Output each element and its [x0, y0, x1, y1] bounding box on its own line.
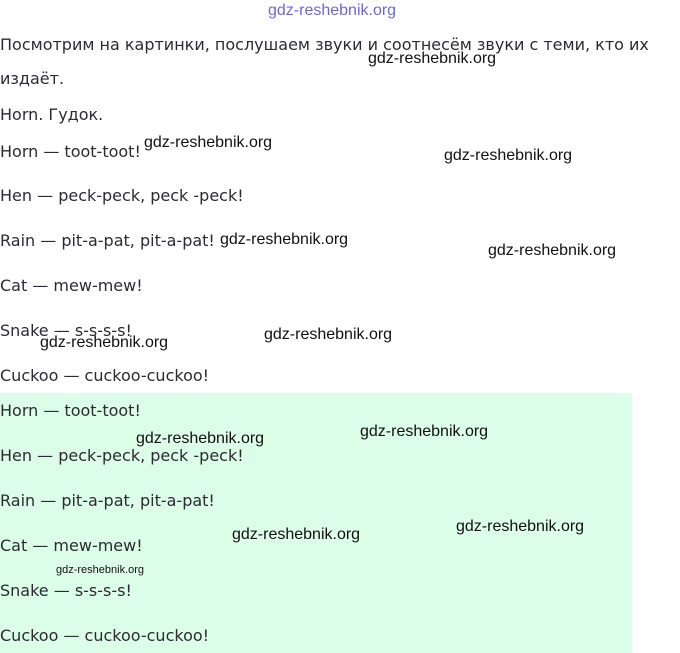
- list2-item: Cuckoo — cuckoo-cuckoo!: [0, 626, 210, 645]
- list2-item: Rain — pit-a-pat, pit-a-pat!: [0, 491, 215, 510]
- list1-item: Hen — peck-peck, peck -peck!: [0, 186, 244, 205]
- watermark: gdz-reshebnik.org: [144, 134, 273, 151]
- list2-item: Snake — s-s-s-s!: [0, 581, 132, 600]
- list2-item: Horn — toot-toot!: [0, 401, 141, 420]
- watermark: gdz-reshebnik.org: [360, 423, 489, 440]
- list1-item: Snake — s-s-s-s!: [0, 321, 132, 340]
- list1-item: Rain — pit-a-pat, pit-a-pat!: [0, 231, 215, 250]
- watermark: gdz-reshebnik.org: [220, 231, 349, 248]
- list1-item: Cat — mew-mew!: [0, 276, 143, 295]
- watermark: gdz-reshebnik.org: [444, 147, 573, 164]
- watermark: gdz-reshebnik.org: [264, 326, 393, 343]
- watermark-small: gdz-reshebnik.org: [56, 564, 145, 576]
- watermark: gdz-reshebnik.org: [456, 518, 585, 535]
- list2-item: Cat — mew-mew!: [0, 536, 143, 555]
- watermark-top: gdz-reshebnik.org: [268, 2, 397, 19]
- watermark: gdz-reshebnik.org: [136, 430, 265, 447]
- list1-item: Horn — toot-toot!: [0, 142, 141, 161]
- list2-item: Hen — peck-peck, peck -peck!: [0, 446, 244, 465]
- watermark: gdz-reshebnik.org: [232, 526, 361, 543]
- list1-item: Cuckoo — cuckoo-cuckoo!: [0, 366, 210, 385]
- heading: Horn. Гудок.: [0, 105, 104, 124]
- watermark: gdz-reshebnik.org: [368, 50, 497, 67]
- intro-line-1: Посмотрим на картинки, послушаем звуки и соотнесём звуки с теми, кто их: [0, 35, 649, 54]
- watermark: gdz-reshebnik.org: [40, 334, 169, 351]
- watermark: gdz-reshebnik.org: [488, 242, 617, 259]
- intro-line-2: издаёт.: [0, 69, 65, 88]
